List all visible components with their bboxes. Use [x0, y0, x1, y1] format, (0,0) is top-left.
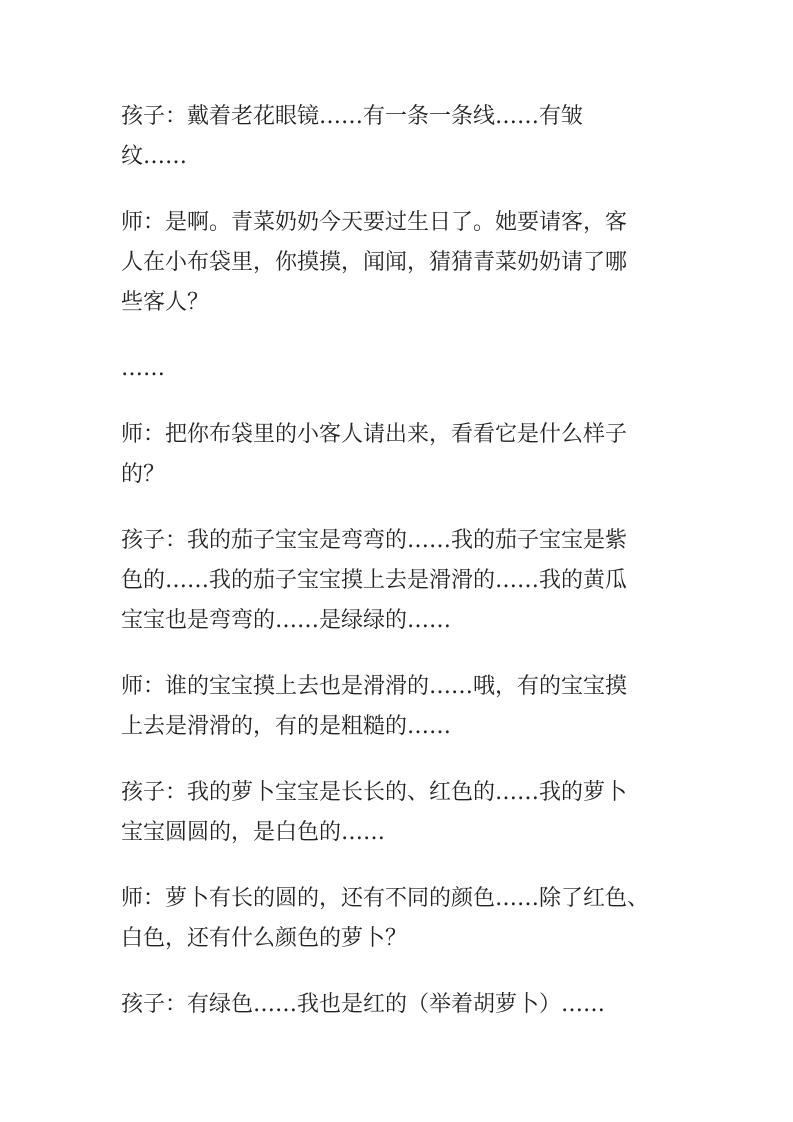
text-line: 上去是滑滑的，有的是粗糙的…… [121, 714, 452, 739]
dialogue-paragraph [121, 97, 681, 177]
document-body [121, 97, 681, 1051]
text-line: 师：萝卜有长的圆的，还有不同的颜色……除了红色、 [121, 886, 650, 911]
text-line: 孩子：有绿色……我也是红的（举着胡萝卜）…… [121, 992, 606, 1017]
text-line: 孩子：我的萝卜宝宝是长长的、红色的……我的萝卜 [121, 780, 628, 805]
text-line: 色的……我的茄子宝宝摸上去是滑滑的……我的黄瓜 [121, 568, 628, 593]
text-line: 师：把你布袋里的小客人请出来，看看它是什么样子 [121, 422, 628, 447]
text-line: 孩子：戴着老花眼镜……有一条一条线……有皱 [121, 104, 584, 129]
text-line: 宝宝也是弯弯的……是绿绿的…… [121, 608, 452, 633]
dialogue-paragraph [121, 985, 681, 1025]
text-line: …… [121, 356, 165, 381]
dialogue-paragraph [121, 667, 681, 747]
dialogue-paragraph [121, 773, 681, 853]
text-line: 人在小布袋里，你摸摸，闻闻，猜猜青菜奶奶请了哪 [121, 250, 628, 275]
text-line: 宝宝圆圆的，是白色的…… [121, 820, 386, 845]
dialogue-paragraph [121, 203, 681, 323]
dialogue-paragraph [121, 415, 681, 495]
dialogue-paragraph [121, 879, 681, 959]
dialogue-paragraph [121, 521, 681, 641]
text-line: 师：谁的宝宝摸上去也是滑滑的……哦，有的宝宝摸 [121, 674, 628, 699]
text-line: 的？ [121, 462, 166, 487]
text-line: 纹…… [121, 144, 188, 169]
text-line: 些客人？ [121, 290, 210, 315]
ellipsis-paragraph [121, 349, 681, 389]
text-line: 师：是啊。青菜奶奶今天要过生日了。她要请客，客 [121, 210, 628, 235]
text-line: 白色，还有什么颜色的萝卜？ [121, 926, 408, 951]
text-line: 孩子：我的茄子宝宝是弯弯的……我的茄子宝宝是紫 [121, 528, 628, 553]
